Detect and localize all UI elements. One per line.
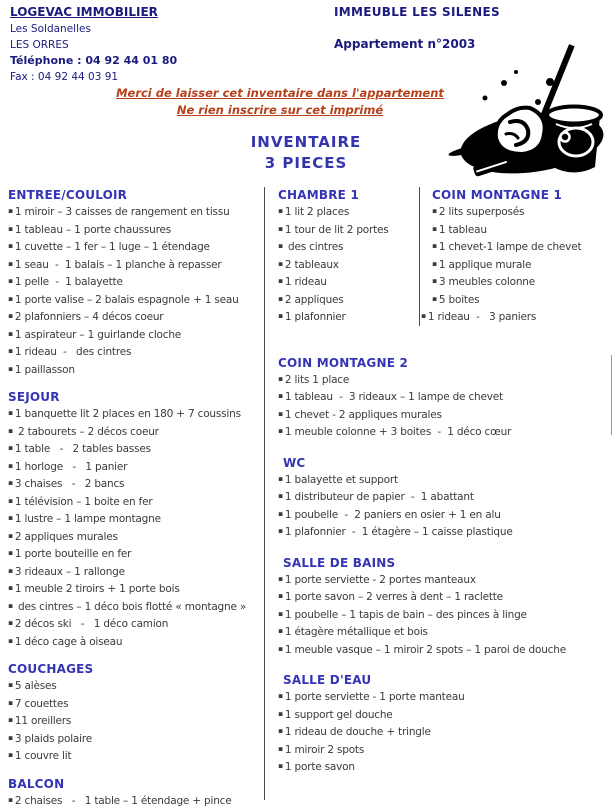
inventory-item xyxy=(278,308,419,326)
inventory-item xyxy=(8,528,262,546)
item-text: 1 tableau xyxy=(439,224,487,236)
item-text: 1 porte serviette - 2 portes manteaux xyxy=(285,574,476,586)
bullet-icon: ▪ xyxy=(432,276,437,285)
item-text: 3 plaids polaire xyxy=(15,733,92,745)
bullet-icon: ▪ xyxy=(432,241,437,250)
title-line-1: INVENTAIRE xyxy=(0,132,612,153)
section-items xyxy=(278,203,419,326)
inventory-item xyxy=(8,273,262,291)
inventory-item xyxy=(278,723,612,741)
bullet-icon: ▪ xyxy=(8,241,13,250)
item-text: 1 poubelle – 1 tapis de bain – des pinces à linge xyxy=(285,609,527,621)
agency-header xyxy=(10,4,177,85)
section-coin-montagne-2 xyxy=(278,355,612,441)
bullet-icon: ▪ xyxy=(8,206,13,215)
bullet-icon: ▪ xyxy=(8,364,13,373)
item-text: 1 miroir 2 spots xyxy=(285,744,364,756)
bullet-icon: ▪ xyxy=(8,311,13,320)
item-text: 1 porte serviette - 1 porte manteau xyxy=(285,691,465,703)
bullet-icon: ▪ xyxy=(278,374,283,383)
inventory-item xyxy=(278,741,612,759)
notice-line-2: Ne rien inscrire sur cet imprimé xyxy=(20,102,540,119)
inventory-item xyxy=(421,308,612,326)
item-text: 1 miroir – 3 caisses de rangement en tissu xyxy=(15,206,230,218)
bullet-icon: ▪ xyxy=(278,626,283,635)
bullet-icon: ▪ xyxy=(278,259,283,268)
section-items xyxy=(278,371,612,441)
section-wc xyxy=(278,455,612,541)
item-text: 1 meuble vasque – 1 miroir 2 spots – 1 paroi de douche xyxy=(285,644,566,656)
item-text: 1 porte valise – 2 balais espagnole + 1 seau xyxy=(15,294,239,306)
item-text: 1 tour de lit 2 portes xyxy=(285,224,389,236)
bullet-icon: ▪ xyxy=(8,478,13,487)
bullet-icon: ▪ xyxy=(278,709,283,718)
bullet-icon: ▪ xyxy=(278,491,283,500)
item-text: 1 porte savon xyxy=(285,761,355,773)
column-left xyxy=(8,187,265,800)
item-text: 3 rideaux – 1 rallonge xyxy=(15,566,125,578)
bullet-icon: ▪ xyxy=(278,294,283,303)
bullet-icon: ▪ xyxy=(278,276,283,285)
section-chambre-1 xyxy=(278,187,419,326)
section-heading: SALLE D'EAU xyxy=(278,672,612,688)
bullet-icon: ▪ xyxy=(432,259,437,268)
column-right xyxy=(265,187,612,800)
bedrooms-row xyxy=(278,187,612,326)
inventory-item xyxy=(278,203,419,221)
bullet-icon: ▪ xyxy=(8,408,13,417)
bullet-icon: ▪ xyxy=(432,294,437,303)
handling-notice xyxy=(20,85,540,119)
inventory-item xyxy=(8,238,262,256)
item-text: 2 plafonniers – 4 décos coeur xyxy=(15,311,164,323)
inventory-item xyxy=(8,475,262,493)
item-text: 1 support gel douche xyxy=(285,709,393,721)
item-text: 1 plafonnier - 1 étagère – 1 caisse plastique xyxy=(285,526,513,538)
inventory-item xyxy=(8,458,262,476)
inventory-item xyxy=(8,677,262,695)
inventory-item xyxy=(432,238,612,256)
inventory-item xyxy=(8,308,262,326)
inventory-body xyxy=(8,187,612,800)
item-text: 1 seau - 1 balais – 1 planche à repasser xyxy=(15,259,222,271)
inventory-item xyxy=(278,256,419,274)
item-text: 1 banquette lit 2 places en 180 + 7 coussins xyxy=(15,408,241,420)
bullet-icon: ▪ xyxy=(278,391,283,400)
inventory-item xyxy=(278,273,419,291)
item-text: 1 cuvette – 1 fer – 1 luge – 1 étendage xyxy=(15,241,210,253)
bullet-icon: ▪ xyxy=(278,691,283,700)
inventory-item xyxy=(278,623,612,641)
item-text: 1 paillasson xyxy=(15,364,75,376)
item-text: 1 tableau – 1 porte chaussures xyxy=(15,224,171,236)
item-text: 2 lits superposés xyxy=(439,206,524,218)
item-text: 1 horloge - 1 panier xyxy=(15,461,127,473)
section-heading: WC xyxy=(278,455,612,471)
bullet-icon: ▪ xyxy=(8,618,13,627)
bullet-icon: ▪ xyxy=(278,526,283,535)
inventory-item xyxy=(8,730,262,748)
agency-address-line2: LES ORRES xyxy=(10,37,177,53)
item-text: des cintres xyxy=(285,241,343,253)
bullet-icon: ▪ xyxy=(278,744,283,753)
inventory-item xyxy=(8,203,262,221)
inventory-item xyxy=(8,361,262,379)
inventory-item xyxy=(278,291,419,309)
item-text: des cintres – 1 déco bois flotté « montagne » xyxy=(15,601,246,613)
section-items xyxy=(8,677,262,765)
bullet-icon: ▪ xyxy=(8,294,13,303)
item-text: 2 tabourets – 2 décos coeur xyxy=(15,426,159,438)
section-items xyxy=(278,471,612,541)
inventory-item xyxy=(278,238,419,256)
inventory-item xyxy=(278,471,612,489)
inventory-item xyxy=(8,423,262,441)
inventory-item xyxy=(8,221,262,239)
bullet-icon: ▪ xyxy=(8,496,13,505)
bullet-icon: ▪ xyxy=(278,224,283,233)
bullet-icon: ▪ xyxy=(432,224,437,233)
item-text: 1 distributeur de papier - 1 abattant xyxy=(285,491,474,503)
bullet-icon: ▪ xyxy=(8,276,13,285)
inventory-item xyxy=(278,506,612,524)
section-coin-montagne-1 xyxy=(419,187,612,326)
bullet-icon: ▪ xyxy=(8,698,13,707)
item-text: 5 boites xyxy=(439,294,479,306)
bullet-icon: ▪ xyxy=(278,509,283,518)
bullet-icon: ▪ xyxy=(8,513,13,522)
item-text: 1 lit 2 places xyxy=(285,206,349,218)
inventory-item xyxy=(8,747,262,765)
item-text: 1 rideau - des cintres xyxy=(15,346,131,358)
bullet-icon: ▪ xyxy=(278,726,283,735)
item-text: 1 aspirateur – 1 guirlande cloche xyxy=(15,329,181,341)
inventory-item xyxy=(8,405,262,423)
item-text: 1 plafonnier xyxy=(285,311,346,323)
inventory-item xyxy=(8,580,262,598)
inventory-item xyxy=(278,706,612,724)
inventory-item xyxy=(432,273,612,291)
inventory-item xyxy=(278,488,612,506)
bullet-icon: ▪ xyxy=(8,583,13,592)
bullet-icon: ▪ xyxy=(278,474,283,483)
item-text: 5 alèses xyxy=(15,680,57,692)
item-text: 1 lustre – 1 lampe montagne xyxy=(15,513,161,525)
bullet-icon: ▪ xyxy=(278,426,283,435)
item-text: 2 appliques murales xyxy=(15,531,118,543)
item-text: 1 rideau xyxy=(285,276,327,288)
section-salle-de-bains xyxy=(278,555,612,659)
inventory-item xyxy=(278,641,612,659)
item-text: 1 pelle - 1 balayette xyxy=(15,276,123,288)
bullet-icon: ▪ xyxy=(8,443,13,452)
item-text: 3 chaises - 2 bancs xyxy=(15,478,124,490)
section-heading: SEJOUR xyxy=(8,389,262,405)
inventory-item xyxy=(278,406,612,424)
document-title xyxy=(0,132,612,174)
inventory-item xyxy=(278,688,612,706)
bullet-icon: ▪ xyxy=(8,680,13,689)
bullet-icon: ▪ xyxy=(8,566,13,575)
section-heading: COIN MONTAGNE 2 xyxy=(278,355,612,371)
section-items xyxy=(8,405,262,650)
item-text: 7 couettes xyxy=(15,698,69,710)
item-text: 11 oreillers xyxy=(15,715,71,727)
item-text: 2 tableaux xyxy=(285,259,339,271)
inventory-item xyxy=(278,371,612,389)
inventory-item xyxy=(8,545,262,563)
inventory-item xyxy=(278,423,612,441)
inventory-item xyxy=(278,758,612,776)
item-text: 1 étagère métallique et bois xyxy=(285,626,428,638)
item-text: 1 porte savon – 2 verres à dent – 1 raclette xyxy=(285,591,503,603)
inventory-item xyxy=(8,633,262,651)
bullet-icon: ▪ xyxy=(278,311,283,320)
agency-fax: Fax : 04 92 44 03 91 xyxy=(10,69,177,85)
bullet-icon: ▪ xyxy=(8,329,13,338)
bullet-icon: ▪ xyxy=(421,311,426,320)
section-heading: BALCON xyxy=(8,776,262,792)
bullet-icon: ▪ xyxy=(278,644,283,653)
section-balcon xyxy=(8,776,262,809)
bullet-icon: ▪ xyxy=(278,574,283,583)
agency-name: LOGEVAC IMMOBILIER xyxy=(10,4,177,21)
inventory-item xyxy=(8,598,262,616)
inventory-item xyxy=(278,388,612,406)
section-entree-couloir xyxy=(8,187,262,378)
item-text: 1 balayette et support xyxy=(285,474,398,486)
section-items xyxy=(278,688,612,776)
bullet-icon: ▪ xyxy=(8,259,13,268)
section-sejour xyxy=(8,389,262,650)
section-couchages xyxy=(8,661,262,765)
section-heading: COUCHAGES xyxy=(8,661,262,677)
section-items xyxy=(8,203,262,378)
bullet-icon: ▪ xyxy=(278,409,283,418)
bullet-icon: ▪ xyxy=(8,548,13,557)
inventory-item xyxy=(278,571,612,589)
item-text: 1 rideau de douche + tringle xyxy=(285,726,431,738)
inventory-item xyxy=(8,493,262,511)
bullet-icon: ▪ xyxy=(8,601,13,610)
bullet-icon: ▪ xyxy=(278,761,283,770)
bullet-icon: ▪ xyxy=(8,461,13,470)
section-items xyxy=(8,792,262,809)
inventory-item xyxy=(8,563,262,581)
item-text: 1 chevet-1 lampe de chevet xyxy=(439,241,582,253)
inventory-item xyxy=(8,792,262,809)
item-text: 3 meubles colonne xyxy=(439,276,535,288)
inventory-item xyxy=(432,221,612,239)
item-text: 1 rideau - 3 paniers xyxy=(428,311,536,323)
bullet-icon: ▪ xyxy=(8,795,13,804)
bullet-icon: ▪ xyxy=(8,224,13,233)
bullet-icon: ▪ xyxy=(432,206,437,215)
inventory-item xyxy=(278,606,612,624)
bullet-icon: ▪ xyxy=(8,426,13,435)
inventory-item xyxy=(278,221,419,239)
item-text: 1 chevet - 2 appliques murales xyxy=(285,409,442,421)
section-heading: COIN MONTAGNE 1 xyxy=(432,187,612,203)
section-items xyxy=(278,571,612,659)
inventory-item xyxy=(8,615,262,633)
section-heading: CHAMBRE 1 xyxy=(278,187,419,203)
inventory-item xyxy=(8,326,262,344)
inventory-item xyxy=(278,588,612,606)
inventory-item xyxy=(432,256,612,274)
bullet-icon: ▪ xyxy=(278,591,283,600)
bullet-icon: ▪ xyxy=(278,241,283,250)
item-text: 1 table - 2 tables basses xyxy=(15,443,151,455)
apartment-number: Appartement n°2003 xyxy=(334,37,500,51)
item-text: 2 décos ski - 1 déco camion xyxy=(15,618,168,630)
item-text: 1 télévision – 1 boite en fer xyxy=(15,496,153,508)
bullet-icon: ▪ xyxy=(8,346,13,355)
inventory-item xyxy=(432,203,612,221)
item-text: 1 meuble colonne + 3 boites - 1 déco cœur xyxy=(285,426,511,438)
inventory-item xyxy=(8,291,262,309)
section-items xyxy=(432,203,612,326)
inventory-item xyxy=(278,523,612,541)
inventory-item xyxy=(8,695,262,713)
item-text: 2 chaises - 1 table – 1 étendage + pince xyxy=(15,795,232,807)
agency-phone: Téléphone : 04 92 44 01 80 xyxy=(10,53,177,69)
bullet-icon: ▪ xyxy=(8,715,13,724)
notice-line-1: Merci de laisser cet inventaire dans l'appartement xyxy=(20,85,540,102)
item-text: 1 déco cage à oiseau xyxy=(15,636,122,648)
inventory-item xyxy=(8,510,262,528)
inventory-item xyxy=(432,291,612,309)
bullet-icon: ▪ xyxy=(8,750,13,759)
building-name: IMMEUBLE LES SILENES xyxy=(334,4,500,20)
item-text: 2 lits 1 place xyxy=(285,374,349,386)
item-text: 1 meuble 2 tiroirs + 1 porte bois xyxy=(15,583,180,595)
section-salle-deau xyxy=(278,672,612,776)
inventory-item xyxy=(8,712,262,730)
item-text: 1 poubelle - 2 paniers en osier + 1 en alu xyxy=(285,509,501,521)
inventory-item xyxy=(8,343,262,361)
item-text: 1 applique murale xyxy=(439,259,531,271)
agency-address-line1: Les Soldanelles xyxy=(10,21,177,37)
bullet-icon: ▪ xyxy=(278,609,283,618)
title-line-2: 3 PIECES xyxy=(0,153,612,174)
item-text: 1 couvre lit xyxy=(15,750,72,762)
building-header xyxy=(334,4,500,51)
bullet-icon: ▪ xyxy=(8,636,13,645)
section-heading: SALLE DE BAINS xyxy=(278,555,612,571)
item-text: 2 appliques xyxy=(285,294,344,306)
inventory-item xyxy=(8,440,262,458)
item-text: 1 tableau - 3 rideaux – 1 lampe de chevet xyxy=(285,391,503,403)
bullet-icon: ▪ xyxy=(8,733,13,742)
bullet-icon: ▪ xyxy=(278,206,283,215)
inventory-item xyxy=(8,256,262,274)
item-text: 1 porte bouteille en fer xyxy=(15,548,131,560)
section-heading: ENTREE/COULOIR xyxy=(8,187,262,203)
bullet-icon: ▪ xyxy=(8,531,13,540)
